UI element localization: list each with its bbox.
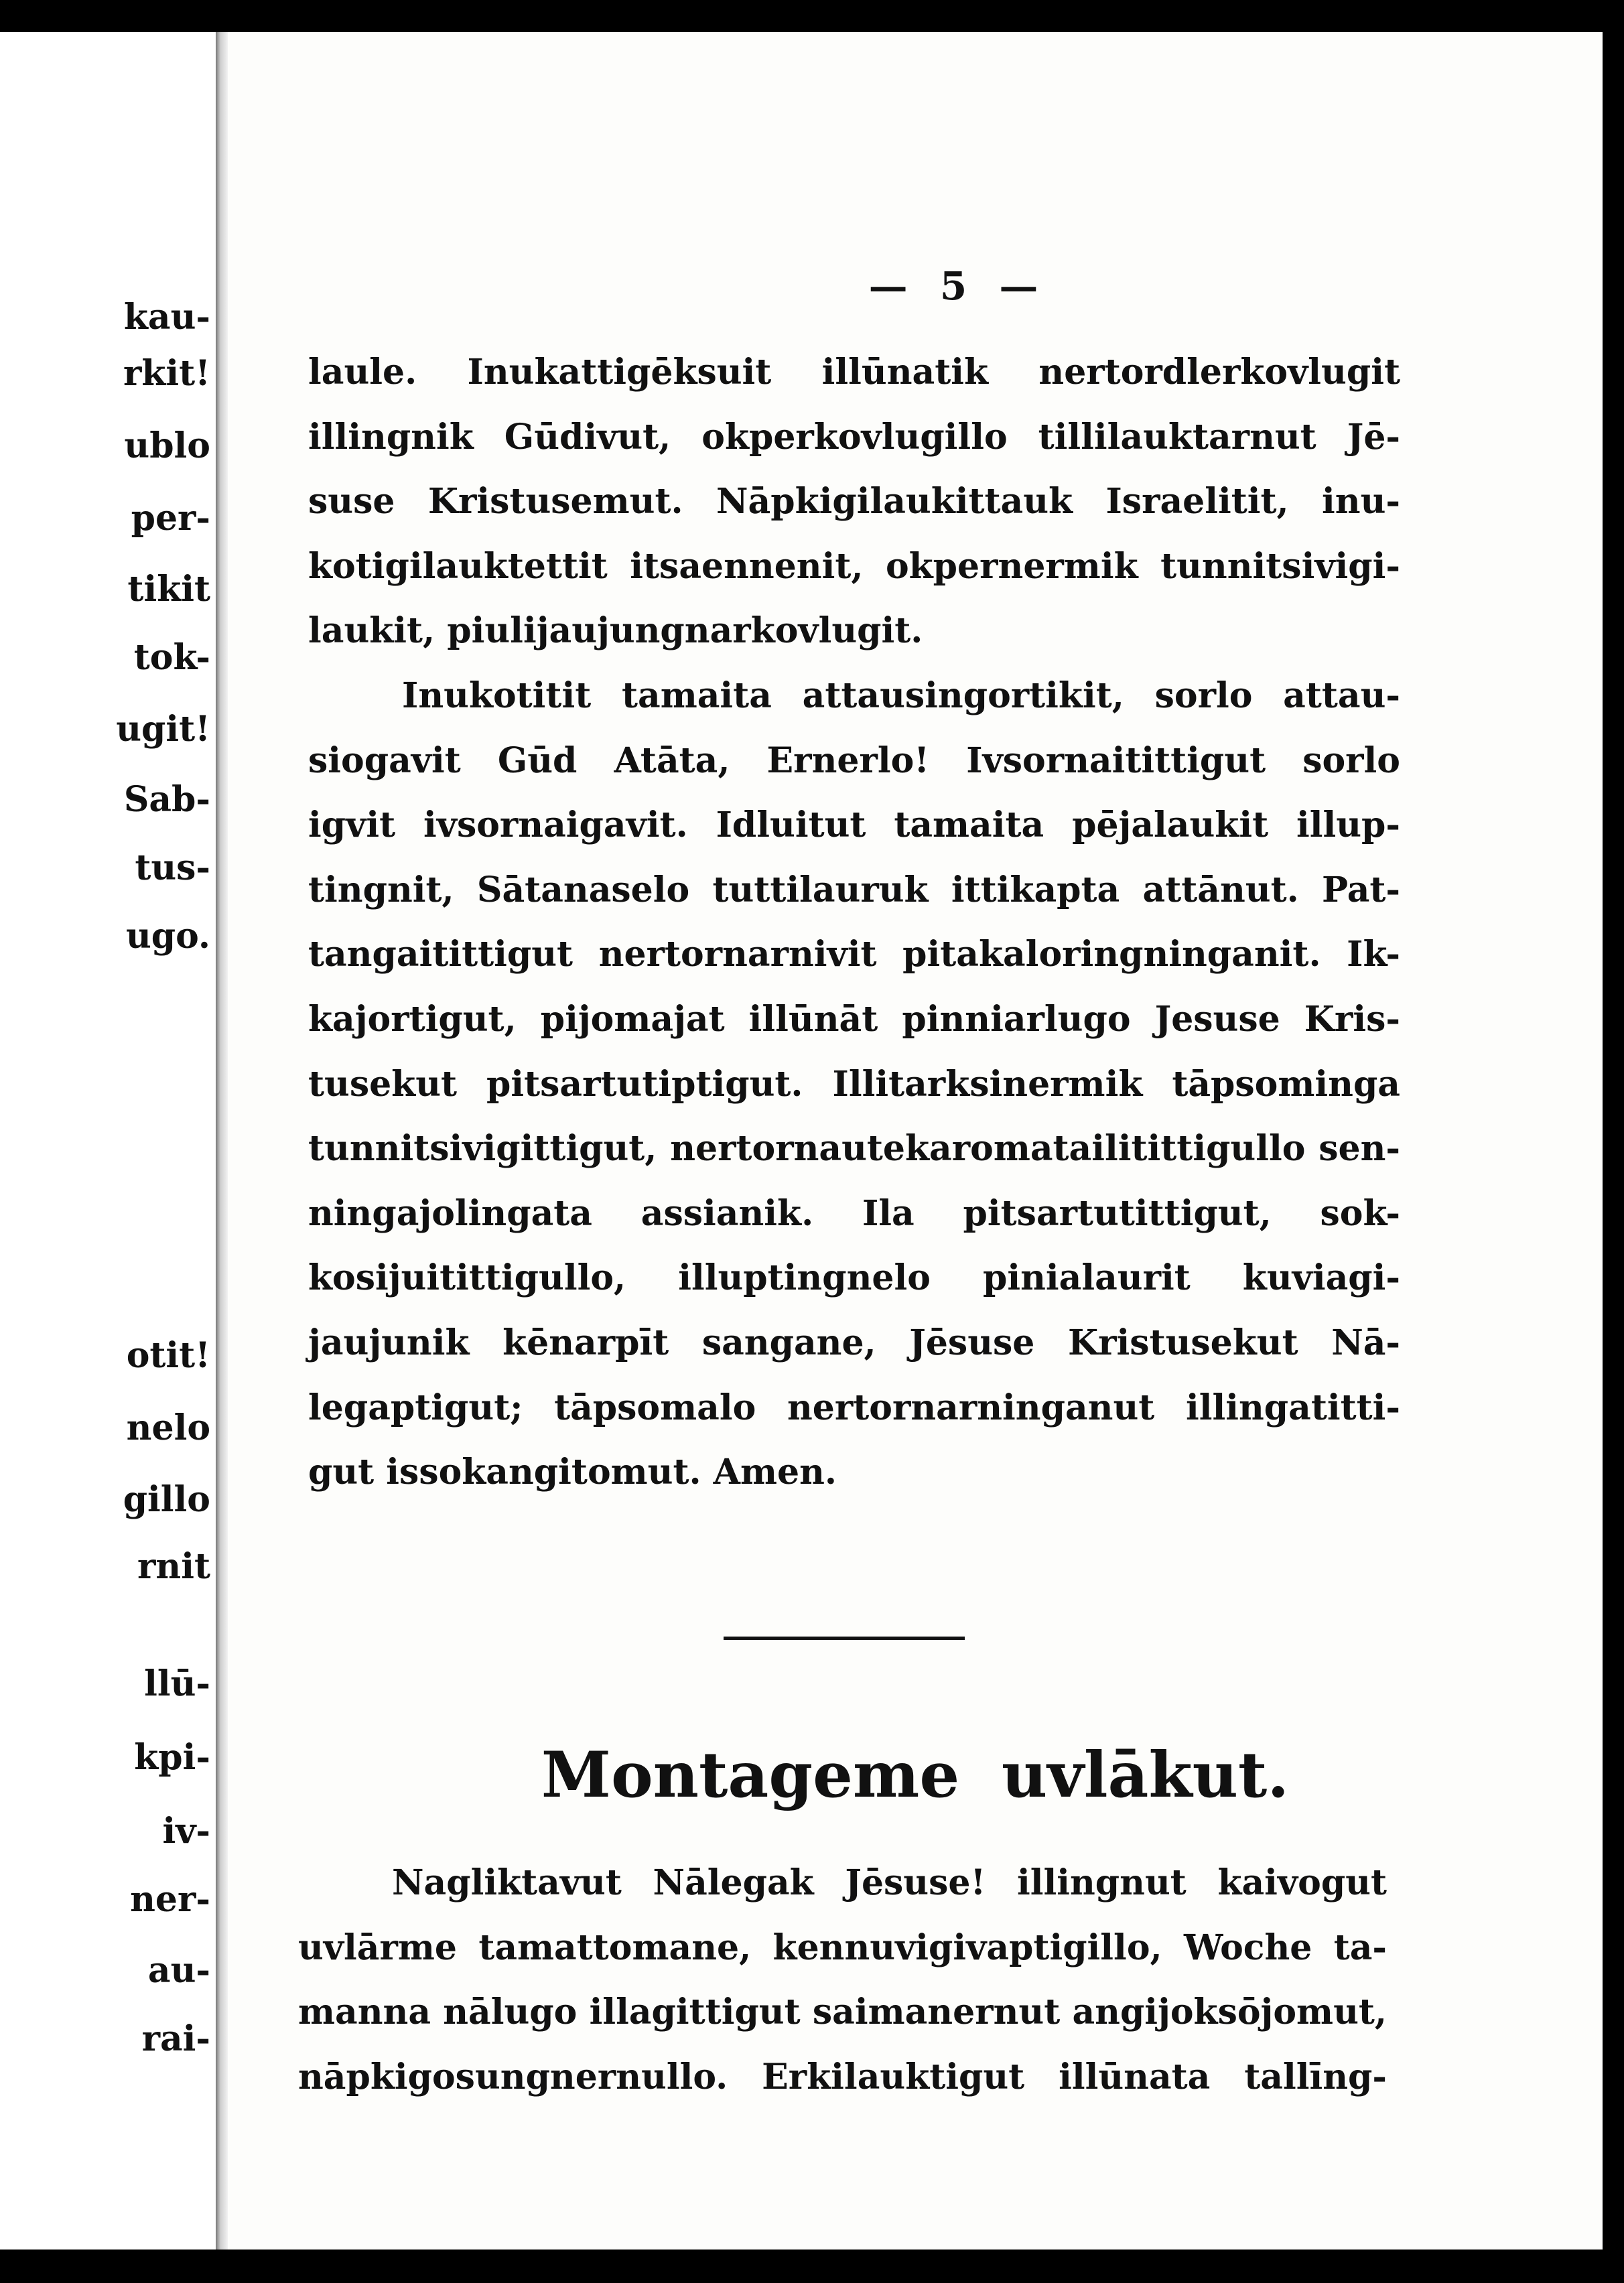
fragment-line: au-: [147, 1950, 210, 1991]
text-line: igvit ivsornaigavit. Idluitut tamaita pējalaukit illup-: [308, 805, 1400, 846]
fragment-line: tok-: [133, 637, 210, 678]
text-line: ningajolingata assianik. Ila pitsartutittigut, sok-: [308, 1192, 1400, 1234]
page-number: — 5 —: [868, 263, 1048, 309]
fragment-line: kpi-: [134, 1737, 210, 1778]
fragment-line: gillo: [123, 1479, 210, 1520]
body-text: [298, 1851, 1387, 2109]
fragment-line: kau-: [123, 297, 210, 338]
fragment-line: rai-: [141, 2018, 210, 2059]
text-line: nāpkigosungnernullo. Erkilauktigut illūnata tallīng-: [298, 2056, 1387, 2097]
fragment-line: ner-: [130, 1879, 210, 1920]
section-divider: [724, 1637, 965, 1640]
fragment-line: tus-: [135, 847, 210, 888]
section-heading: Montageme uvlākut.: [541, 1738, 1290, 1812]
text-line: laule. Inukattigēksuit illūnatik nertordlerkovlugit: [308, 352, 1400, 393]
text-line: laukit, piulijaujungnarkovlugit.: [308, 610, 923, 652]
book-gutter: [216, 32, 228, 2250]
text-line: gut issokangitomut. Amen.: [308, 1452, 837, 1493]
fragment-line: ublo: [124, 425, 210, 466]
fragment-line: iv-: [162, 1811, 210, 1852]
text-line: siogavit Gūd Atāta, Ernerlo! Ivsornaitittigut sorlo: [308, 740, 1400, 781]
fragment-line: ugo.: [125, 916, 210, 957]
text-line: tunnitsivigittigut, nertornautekaromatailitittigullo sen-: [308, 1128, 1400, 1170]
text-line: uvlārme tamattomane, kennuvigivaptigillo, Woche ta-: [298, 1927, 1387, 1968]
text-line: tingnit, Sātanaselo tuttilauruk ittikapta attānut. Pat-: [308, 869, 1400, 910]
fragment-line: nelo: [126, 1407, 210, 1448]
fragment-line: ugit!: [116, 709, 210, 750]
text-line: illingnik Gūdivut, okperkovlugillo tillilauktarnut Jē-: [308, 416, 1400, 458]
text-line: Inukotitit tamaita attausingortikit, sorlo attau-: [402, 675, 1400, 716]
previous-page-edge: [0, 32, 218, 2250]
text-line: kotigilauktettit itsaennenit, okpernermik tunnitsivigi-: [308, 545, 1400, 587]
fragment-line: llū-: [144, 1663, 210, 1704]
text-line: manna nālugo illagittigut saimanernut angijoksōjomut,: [298, 1992, 1387, 2033]
text-line: tusekut pitsartutiptigut. Illitarksinermik tāpsominga: [308, 1063, 1400, 1105]
text-line: suse Kristusemut. Nāpkigilaukittauk Israelitit, inu-: [308, 481, 1400, 523]
fragment-line: per-: [131, 498, 210, 539]
fragment-line: otit!: [126, 1335, 210, 1376]
fragment-line: Sab-: [123, 779, 210, 820]
scan-border: [1603, 0, 1624, 2283]
text-line: kajortigut, pijomajat illūnāt pinniarlugo Jesuse Kris-: [308, 998, 1400, 1040]
fragment-line: rkit!: [123, 353, 210, 394]
text-line: legaptigut; tāpsomalo nertornarninganut illingatitti-: [308, 1387, 1400, 1428]
text-line: kosijuitittigullo, illuptingnelo pinialaurit kuviagi-: [308, 1257, 1400, 1299]
fragment-line: tikit: [127, 569, 210, 610]
text-line: tangaitittigut nertornarnivit pitakaloringninganit. Ik-: [308, 934, 1400, 975]
fragment-line: rnit: [137, 1546, 210, 1587]
book-page: [228, 32, 1603, 2250]
text-line: jaujunik kēnarpīt sangane, Jēsuse Kristusekut Nā-: [308, 1322, 1400, 1363]
body-text: [308, 340, 1400, 1505]
text-line: Nagliktavut Nālegak Jēsuse! illingnut kaivogut: [392, 1862, 1387, 1903]
